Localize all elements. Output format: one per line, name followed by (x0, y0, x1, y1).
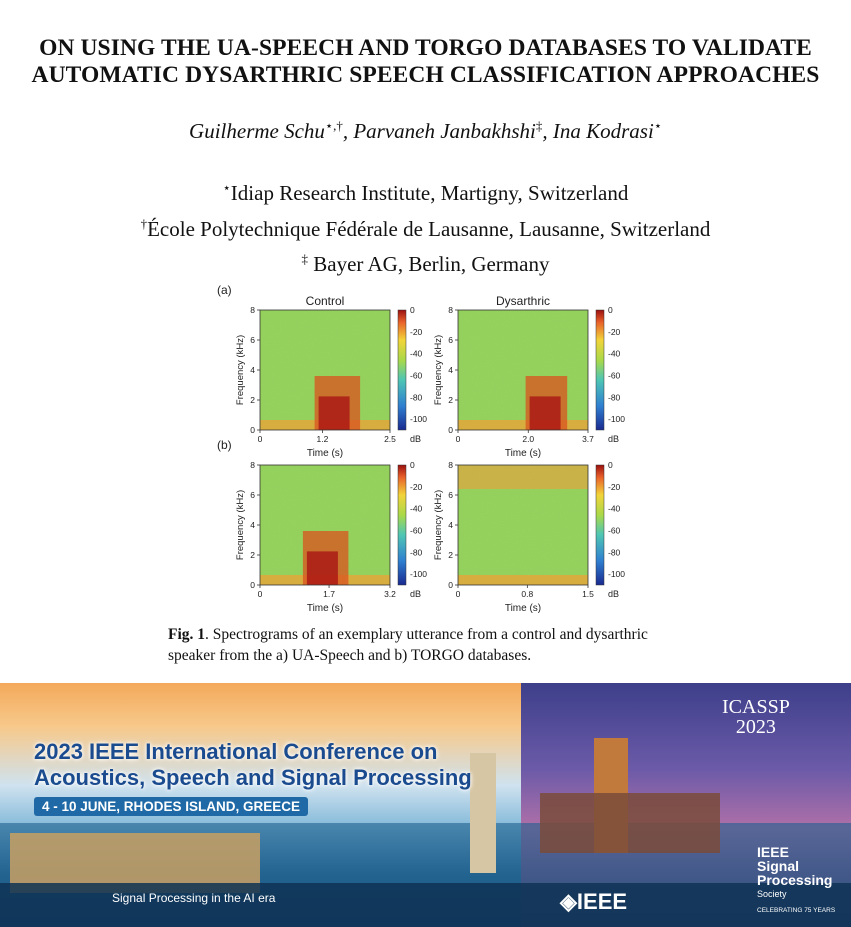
author-sep: , (542, 119, 553, 143)
x-tick-label: 0.8 (521, 589, 534, 599)
colorbar-tick-label: -80 (410, 392, 423, 403)
signal-processing-society-logo (757, 845, 845, 918)
sps-line-3: Processing (757, 872, 833, 888)
speech-energy-core (319, 396, 350, 430)
colorbar-tick-label: -80 (410, 547, 423, 558)
colorbar-tick-label: -20 (608, 326, 621, 337)
y-tick-label: 6 (250, 490, 255, 500)
y-tick-label: 0 (250, 425, 255, 435)
paper-title (0, 35, 851, 89)
spectrogram-figure (215, 280, 635, 615)
colorbar (398, 465, 406, 585)
y-tick-label: 4 (250, 520, 255, 530)
y-axis-label: Frequency (kHz) (433, 489, 444, 561)
y-tick-label: 8 (448, 305, 453, 315)
colorbar-tick-label: -20 (410, 481, 423, 492)
author-name: Ina Kodrasi (552, 119, 654, 143)
author-list (0, 118, 851, 144)
affiliations (0, 173, 851, 280)
affiliation (0, 244, 851, 280)
y-tick-label: 4 (448, 520, 453, 530)
y-tick-label: 6 (250, 335, 255, 345)
icassp-logo (722, 697, 790, 737)
y-tick-label: 4 (250, 365, 255, 375)
author-marks: ⋆ (653, 118, 662, 133)
y-tick-label: 2 (448, 550, 453, 560)
banner-title-line-1: 2023 IEEE International Conference on (34, 739, 438, 764)
colorbar-tick-label: -40 (608, 348, 621, 359)
panel-title: Dysarthric (495, 294, 551, 308)
y-axis-label: Frequency (kHz) (433, 334, 444, 406)
affiliation-text: Bayer AG, Berlin, Germany (308, 252, 550, 276)
conference-banner (0, 683, 851, 927)
affiliation-text: Idiap Research Institute, Martigny, Switzerland (230, 181, 629, 205)
ieee-logo (560, 889, 627, 915)
colorbar-tick-label: -40 (410, 348, 423, 359)
colorbar-tick-label: -100 (410, 414, 428, 425)
y-tick-label: 8 (250, 305, 255, 315)
author-name: Guilherme Schu (189, 119, 325, 143)
colorbar-tick-label: -100 (608, 569, 626, 580)
colorbar-tick-label: -40 (608, 503, 621, 514)
panel-label: (b) (217, 438, 232, 452)
y-tick-label: 2 (250, 550, 255, 560)
colorbar-tick-label: 0 (410, 460, 415, 470)
x-axis-label: Time (s) (504, 448, 542, 459)
x-tick-label: 2.5 (384, 434, 396, 444)
caption-text: . Spectrograms of an exemplary utterance from a control and dysarthric speaker from the a) UA-Speech and b) TORGO databases. (168, 626, 648, 664)
affiliation-mark: ‡ (301, 251, 309, 266)
colorbar-unit-label: dB (410, 434, 422, 444)
icassp-logo-line-1: ICASSP (722, 696, 790, 718)
y-tick-label: 6 (448, 335, 453, 345)
banner-tagline: Signal Processing in the AI era (112, 891, 276, 905)
colorbar-tick-label: -60 (608, 370, 621, 381)
author-name: Parvaneh Janbakhshi (353, 119, 536, 143)
title-line-2: AUTOMATIC DYSARTHRIC SPEECH CLASSIFICATION APPROACHES (31, 62, 820, 88)
colorbar (596, 465, 604, 585)
y-tick-label: 8 (448, 460, 453, 470)
spectrogram-grid (215, 280, 635, 615)
y-tick-label: 2 (448, 395, 453, 405)
colorbar-unit-label: dB (608, 589, 620, 599)
ieee-diamond-icon: ◈ (560, 889, 577, 914)
affiliation (0, 173, 851, 209)
x-tick-label: 1.7 (323, 589, 335, 599)
banner-date: 4 - 10 JUNE, RHODES ISLAND, GREECE (34, 797, 308, 816)
colorbar-tick-label: -40 (410, 503, 423, 514)
sps-line-2: Signal (757, 858, 800, 874)
affiliation-text: École Polytechnique Fédérale de Lausanne, Lausanne, Switzerland (147, 216, 711, 241)
colorbar-tick-label: -60 (410, 525, 423, 536)
x-tick-label: 1.2 (316, 434, 329, 444)
speech-energy-core (530, 396, 561, 430)
x-tick-label: 0 (257, 434, 263, 444)
colorbar (398, 310, 406, 430)
colorbar-unit-label: dB (410, 589, 422, 599)
sps-anniversary: CELEBRATING 75 YEARS (757, 907, 836, 914)
y-tick-label: 0 (250, 580, 255, 590)
colorbar-tick-label: -60 (608, 525, 621, 536)
colorbar (596, 310, 604, 430)
ieee-logo-text: IEEE (576, 889, 628, 914)
x-axis-label: Time (s) (306, 603, 344, 614)
speech-energy-core (307, 551, 338, 585)
colorbar-tick-label: 0 (410, 305, 415, 315)
spectrogram-low-band (458, 575, 588, 585)
spectrogram-low-band (458, 420, 588, 430)
high-frequency-noise (458, 465, 588, 489)
sps-line-4: Society (757, 889, 787, 899)
author-marks: ⋆,† (324, 118, 343, 133)
colorbar-tick-label: -100 (410, 569, 428, 580)
colorbar-tick-label: 0 (608, 460, 613, 470)
panel-label: (a) (217, 283, 232, 297)
colorbar-tick-label: -80 (608, 547, 621, 558)
colorbar-tick-label: -80 (608, 392, 621, 403)
x-tick-label: 3.2 (384, 589, 396, 599)
banner-footer-strip (0, 883, 851, 927)
x-axis-label: Time (s) (504, 603, 542, 614)
banner-title-line-2: Acoustics, Speech and Signal Processing (34, 765, 472, 790)
y-tick-label: 2 (250, 395, 255, 405)
x-tick-label: 3.7 (582, 434, 594, 444)
y-tick-label: 8 (250, 460, 255, 470)
affiliation (0, 209, 851, 245)
colorbar-tick-label: 0 (608, 305, 613, 315)
y-axis-label: Frequency (kHz) (235, 489, 246, 561)
old-town (540, 793, 720, 853)
y-tick-label: 0 (448, 580, 453, 590)
x-tick-label: 1.5 (582, 589, 594, 599)
panel-title: Control (305, 294, 345, 308)
x-axis-label: Time (s) (306, 448, 344, 459)
x-tick-label: 0 (455, 589, 461, 599)
icassp-logo-line-2: 2023 (735, 716, 776, 738)
author-marks: ‡ (535, 118, 543, 133)
figure-caption (168, 624, 688, 666)
colorbar-unit-label: dB (608, 434, 620, 444)
colorbar-tick-label: -20 (608, 481, 621, 492)
affiliation-mark: † (140, 215, 148, 231)
y-tick-label: 4 (448, 365, 453, 375)
lighthouse-column (470, 753, 496, 873)
y-tick-label: 6 (448, 490, 453, 500)
caption-label: Fig. 1 (168, 626, 206, 643)
y-tick-label: 0 (448, 425, 453, 435)
colorbar-tick-label: -60 (410, 370, 423, 381)
colorbar-tick-label: -100 (608, 414, 626, 425)
sps-line-1: IEEE (757, 844, 789, 860)
author-sep: , (342, 119, 354, 143)
title-line-1: ON USING THE UA-SPEECH AND TORGO DATABASES TO VALIDATE (39, 35, 812, 61)
x-tick-label: 0 (257, 589, 263, 599)
colorbar-tick-label: -20 (410, 326, 423, 337)
affiliation-mark: ⋆ (222, 180, 231, 195)
y-axis-label: Frequency (kHz) (235, 334, 246, 406)
spectrogram-noise (458, 310, 588, 430)
x-tick-label: 2.0 (522, 434, 535, 444)
x-tick-label: 0 (455, 434, 461, 444)
